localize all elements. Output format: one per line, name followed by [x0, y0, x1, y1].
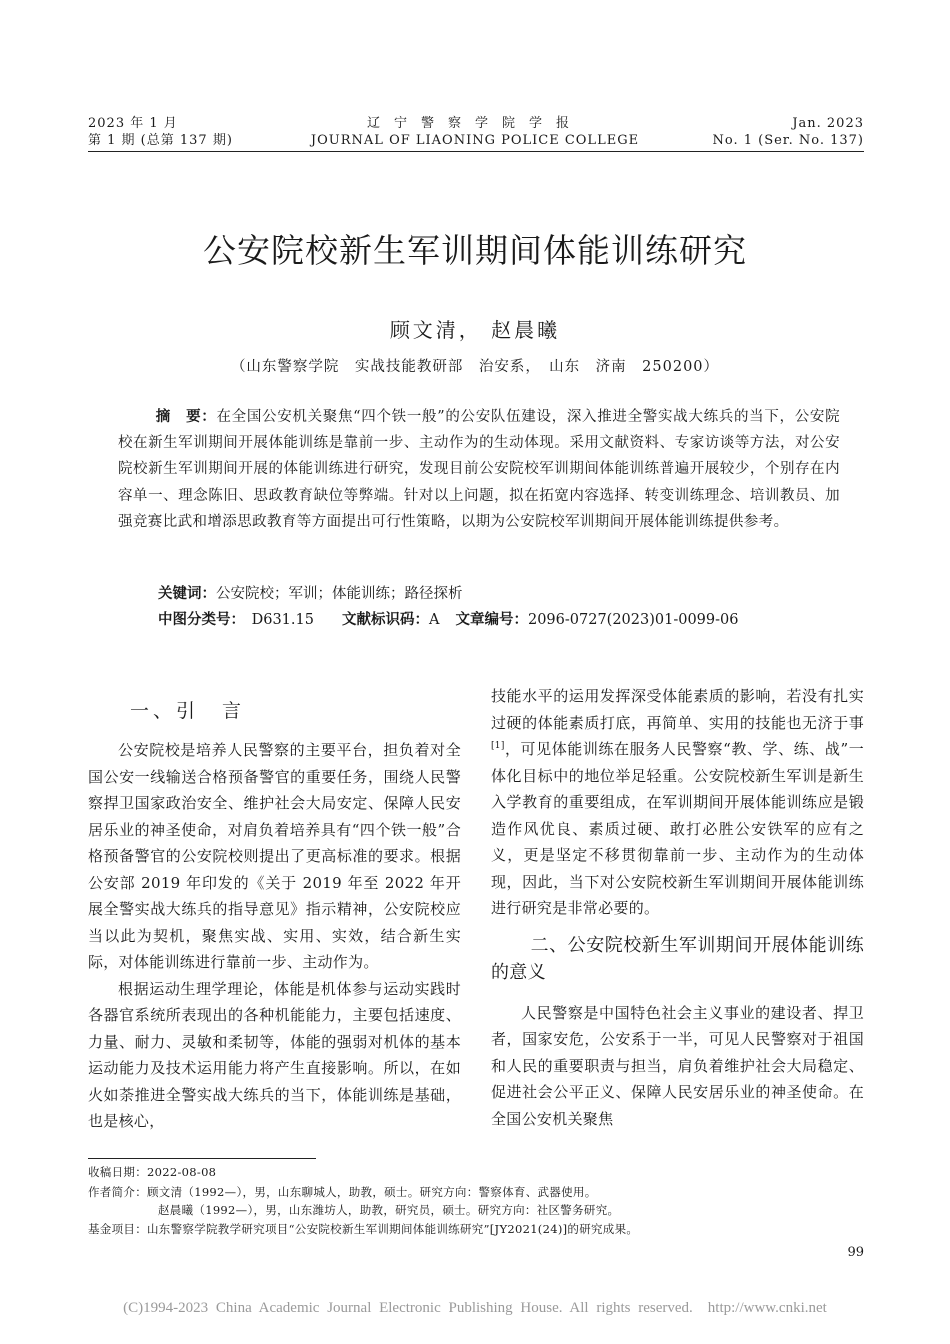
- journal-issue-info-en: [713, 115, 865, 149]
- citation-ref: [1]: [491, 741, 505, 751]
- copyright-notice: (C)1994-2023 China Academic Journal Electronic Publishing House. All rights reserved. http://www.cnki.net: [123, 1300, 827, 1316]
- clc-label: 中图分类号：: [158, 612, 245, 628]
- right-column: [491, 683, 864, 1132]
- abstract: [118, 404, 840, 535]
- footnote-author1: 作者简介：顾文清（1992—），男，山东聊城人，助教，硕士。研究方向：警察体育、武器使用。: [88, 1185, 597, 1199]
- keywords-label: 关键词：: [158, 586, 216, 602]
- abstract-label: 摘 要：: [155, 409, 217, 425]
- doc-code-label: 文献标识码：: [341, 612, 429, 628]
- paragraph: [491, 683, 864, 922]
- article-authors: 顾文清， 赵晨曦: [389, 318, 561, 342]
- footnote-funding: 基金项目：山东警察学院教学研究项目“公安院校新生军训期间体能训练研究”[JY2021(24)]的研究成果。: [88, 1222, 639, 1236]
- journal-name-en: JOURNAL OF LIAONING POLICE COLLEGE: [310, 133, 640, 148]
- footnote-author2: 赵晨曦（1992—），男，山东潍坊人，助教，研究员，硕士。研究方向：社区警务研究。: [158, 1203, 620, 1217]
- left-column: [88, 737, 461, 1135]
- issue-date: 2023 年 1 月: [88, 116, 178, 131]
- keywords: [158, 582, 463, 603]
- clc-value: D631.15: [251, 612, 314, 628]
- paragraph: 根据运动生理学理论，体能是机体参与运动实践时各器官系统所表现出的各种机能能力，主要包括速度、力量、耐力、灵敏和柔韧等，体能的强弱对机体的基本运动能力及技术运用能力将产生直接影响。所以，在如火如荼推进全警实战大练兵的当下，体能训练是基础，也是核心，: [88, 979, 461, 1130]
- issue-number-en: No. 1 (Ser. No. 137): [712, 133, 864, 148]
- issue-number: 第 1 期 (总第 137 期): [88, 133, 233, 148]
- paragraph: 人民警察是中国特色社会主义事业的建设者、捍卫者，国家安危，公安系于一半，可见人民警察对于祖国和人民的重要职责与担当，肩负着维护社会大局稳定、促进社会公平正义、保障人民安居乐业的神圣使命。在全国公安机关聚焦: [491, 1003, 864, 1128]
- header-rule: [88, 151, 864, 152]
- article-no-value: 2096-0727(2023)01-0099-06: [527, 612, 739, 628]
- footnote-rule: [88, 1158, 316, 1159]
- page-number: 99: [847, 1245, 864, 1260]
- paragraph-text: 技能水平的运用发挥深受体能素质的影响，若没有扎实过硬的体能素质打底，再简单、实用的技能也无济于事: [491, 687, 864, 732]
- section-heading-introduction: 一、引 言: [130, 700, 246, 722]
- article-no-label: 文章编号：: [455, 612, 528, 628]
- paragraph-text: ，可见体能训练在服务人民警察“教、学、练、战”一体化目标中的地位举足轻重。公安院校新生军训是新生入学教育的重要组成，在军训期间开展体能训练应是锻造作风优良、素质过硬、敢打必胜公安铁军的应有之义，更是坚定不移贯彻靠前一步、主动作为的生动体现，因此，当下对公安院校新生军训期间开展体能训练进行研究是非常必要的。: [491, 740, 864, 917]
- article-title: 公安院校新生军训期间体能训练研究: [203, 231, 747, 270]
- doc-code-value: A: [428, 612, 440, 628]
- keywords-text: 公安院校；军训；体能训练；路径探析: [216, 586, 463, 602]
- footnote-received: 收稿日期：2022-08-08: [88, 1165, 217, 1179]
- paragraph: 公安院校是培养人民警察的主要平台，担负着对全国公安一线输送合格预备警官的重要任务，围绕人民警察捍卫国家政治安全、维护社会大局安定、保障人民安居乐业的神圣使命，对肩负着培养具有“四个铁一般”合格预备警官的公安院校则提出了更高标准的要求。根据公安部 2019 年印发的《关于 2019 年至 2022 年开展全警实战大练兵的指导意见》指示精神，公安院校应当以此为契机，聚焦实战、实用、实效，结合新生实际，对体能训练进行靠前一步、主动作为。: [88, 741, 461, 971]
- issue-date-en: Jan. 2023: [792, 116, 864, 131]
- abstract-text: 在全国公安机关聚焦“四个铁一般”的公安队伍建设，深入推进全警实战大练兵的当下，公安院校在新生军训期间开展体能训练是靠前一步、主动作为的生动体现。采用文献资料、专家访谈等方法，对公安院校新生军训期间开展的体能训练进行研究，发现目前公安院校军训期间体能训练普遍开展较少，个别存在内容单一、理念陈旧、思政教育缺位等弊端。针对以上问题，拟在拓宽内容选择、转变训练理念、培训教员、加强竞赛比武和增添思政教育等方面提出可行性策略，以期为公安院校军训期间开展体能训练提供参考。: [118, 409, 840, 530]
- article-affiliation: （山东警察学院 实战技能教研部 治安系， 山东 济南 250200）: [230, 359, 720, 375]
- classification-line: [158, 608, 739, 629]
- section-heading-significance: 二、公安院校新生军训期间开展体能训练的意义: [491, 934, 864, 983]
- journal-name-cn: 辽宁警察学院学报: [366, 116, 583, 131]
